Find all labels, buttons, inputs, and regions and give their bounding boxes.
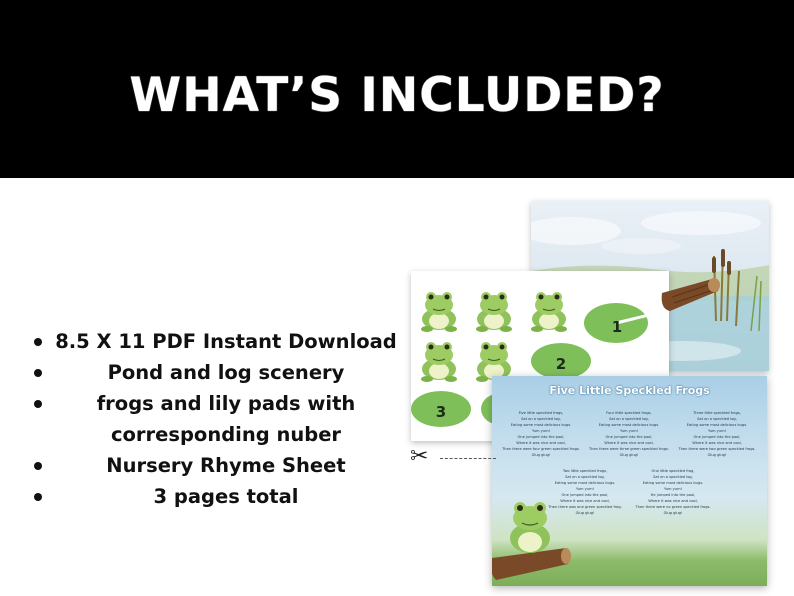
log-illustration (660, 275, 722, 315)
rhyme-verse: Five little speckled frogs, Sat on a speckled log, Eating some most delicious bugs. Yum yum! One jumped into the pool, Where it was nice and cool, Then there were four green speckled frogs. Glug glug! (502, 411, 580, 457)
frog-cutout (421, 292, 457, 332)
bullet-icon (34, 462, 42, 470)
feature-text: 8.5 X 11 PDF Instant Download (55, 330, 397, 353)
rhyme-verse: Four little speckled frogs, Sat on a speckled log, Eating some most delicious bugs. Yum yum! One jumped into the pool, Where it was nice and cool, Then there were three green speckled frogs. Glug glug! (588, 411, 670, 457)
lily-pad-number: 2 (555, 355, 567, 373)
frog-cutout (476, 292, 512, 332)
feature-item (30, 388, 400, 450)
rhyme-title: Five Little Speckled Frogs (549, 384, 710, 397)
scissors-icon: ✂ (410, 444, 429, 469)
rhyme-verse: Three little speckled frogs, Sat on a speckled log, Eating some most delicious bugs. Yum yum! One jumped into the pool, Where it was nice and cool, Then there were two green speckled frogs. Glug glug! (678, 411, 756, 457)
nursery-rhyme-page-preview (492, 376, 767, 586)
bullet-icon (34, 493, 42, 501)
feature-list (30, 326, 400, 512)
feature-item (30, 481, 400, 512)
header-banner (0, 0, 794, 178)
feature-text: Nursery Rhyme Sheet (106, 454, 346, 477)
rhyme-verse: Two little speckled frogs, Sat on a speckled log, Eating some most delicious bugs. Yum yum! One jumped into the pool, Where it was nice and cool, Then there was one green speckled frog. Glug glug! (548, 469, 622, 515)
bullet-icon (34, 338, 42, 346)
page-title: WHAT’S INCLUDED? (129, 68, 665, 123)
feature-item (30, 357, 400, 388)
frog-cutout (531, 292, 567, 332)
cut-line (440, 458, 496, 459)
feature-text: Pond and log scenery (107, 361, 345, 384)
lily-pad-number: 3 (435, 403, 447, 421)
rhyme-verse: One little speckled frog, Sat on a speckled log, Eating some most delicious bugs. Yum yum! He jumped into the pool, Where it was nice and cool, Then there were no green speckled frogs. Glug glug! (635, 469, 711, 515)
frog-on-log-illustration (492, 496, 572, 586)
frog-cutout (421, 342, 457, 382)
feature-text: frogs and lily pads with corresponding nuber (96, 392, 356, 446)
feature-item (30, 326, 400, 357)
bullet-icon (34, 400, 42, 408)
feature-text: 3 pages total (153, 485, 299, 508)
bullet-icon (34, 369, 42, 377)
feature-item (30, 450, 400, 481)
lily-pad-number: 1 (611, 318, 623, 336)
